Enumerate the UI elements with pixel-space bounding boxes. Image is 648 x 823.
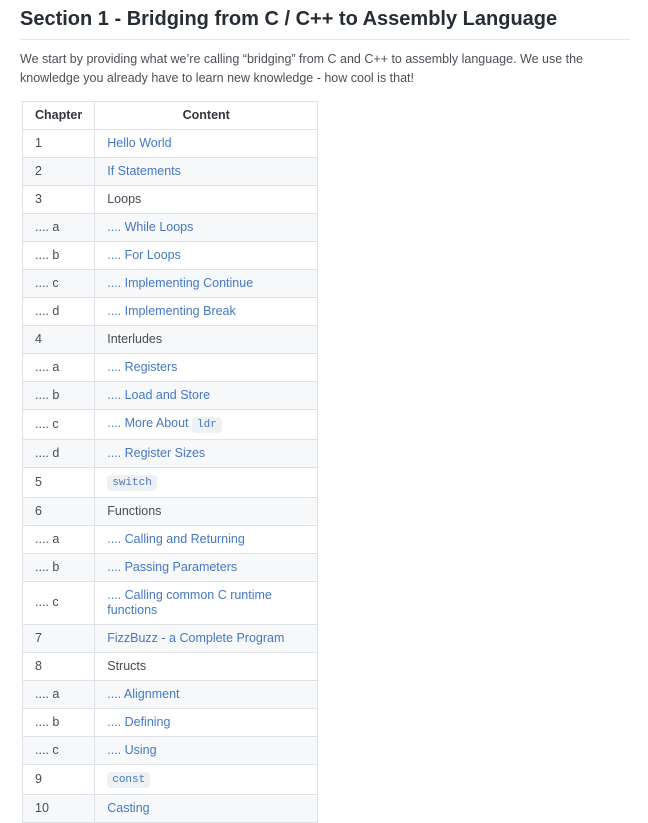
table-row: [23, 525, 318, 553]
content-link[interactable]: [107, 388, 210, 402]
content-cell: [95, 736, 318, 764]
table-row: [23, 381, 318, 409]
content-label: Casting: [107, 800, 150, 815]
content-cell: [95, 409, 318, 439]
chapters-table: [22, 101, 318, 823]
table-row: [23, 409, 318, 439]
chapter-cell: .... c: [23, 581, 95, 624]
content-cell: [95, 213, 318, 241]
table-row: [23, 213, 318, 241]
chapter-cell: .... d: [23, 297, 95, 325]
content-label: .... For Loops: [107, 247, 181, 262]
content-label: Structs: [107, 658, 147, 673]
content-label: .... Register Sizes: [107, 445, 206, 460]
content-link[interactable]: [107, 248, 181, 262]
chapter-cell: .... c: [23, 736, 95, 764]
content-link[interactable]: [107, 631, 284, 645]
chapter-column-header: Chapter: [23, 101, 95, 129]
content-cell: [95, 297, 318, 325]
header-row: [23, 101, 318, 129]
table-row: [23, 736, 318, 764]
inline-code: ldr: [192, 417, 222, 433]
content-label: .... Defining: [107, 714, 171, 729]
content-link[interactable]: [107, 360, 177, 374]
chapter-cell: .... a: [23, 213, 95, 241]
content-link[interactable]: [107, 164, 181, 178]
table-row: [23, 652, 318, 680]
table-row: [23, 553, 318, 581]
chapter-cell: .... c: [23, 409, 95, 439]
content-label: If Statements: [107, 163, 181, 178]
content-label: Hello World: [107, 135, 172, 150]
table-row: [23, 764, 318, 794]
content-label: .... Passing Parameters: [107, 559, 238, 574]
content-cell: [95, 525, 318, 553]
content-cell: [95, 185, 318, 213]
table-row: [23, 708, 318, 736]
chapter-cell: .... a: [23, 353, 95, 381]
content-link[interactable]: [107, 588, 272, 617]
content-cell: [95, 241, 318, 269]
content-label: FizzBuzz - a Complete Program: [107, 630, 285, 645]
chapter-cell: 5: [23, 467, 95, 497]
chapter-cell: 10: [23, 794, 95, 822]
chapter-cell: 8: [23, 652, 95, 680]
content-text: [107, 332, 162, 346]
content-link[interactable]: [107, 771, 150, 785]
content-link[interactable]: [107, 416, 222, 430]
chapter-cell: 7: [23, 624, 95, 652]
inline-code: const: [107, 772, 150, 788]
content-cell: [95, 764, 318, 794]
content-link[interactable]: [107, 743, 156, 757]
content-cell: [95, 680, 318, 708]
chapter-cell: 2: [23, 157, 95, 185]
content-link[interactable]: [107, 560, 237, 574]
content-label: .... Calling and Returning: [107, 531, 245, 546]
table-row: [23, 624, 318, 652]
intro-paragraph: We start by providing what we’re calling “bridging” from C and C++ to assembly language. We use the knowledge you already have to learn new knowledge - how cool is that!: [20, 52, 584, 85]
content-cell: [95, 157, 318, 185]
content-cell: [95, 129, 318, 157]
table-row: [23, 129, 318, 157]
content-label: .... Alignment: [107, 686, 180, 701]
chapter-cell: .... b: [23, 241, 95, 269]
table-row: [23, 325, 318, 353]
table-row: [23, 297, 318, 325]
content-link[interactable]: [107, 801, 149, 815]
content-link[interactable]: [107, 532, 245, 546]
content-label: Interludes: [107, 331, 163, 346]
chapter-cell: 6: [23, 497, 95, 525]
content-cell: [95, 652, 318, 680]
content-link[interactable]: [107, 474, 157, 488]
content-label: .... Registers: [107, 359, 178, 374]
toc-table-body: [23, 129, 318, 822]
inline-code: switch: [107, 475, 157, 491]
chapter-cell: 1: [23, 129, 95, 157]
chapter-cell: .... d: [23, 439, 95, 467]
content-cell: [95, 497, 318, 525]
content-cell: [95, 353, 318, 381]
content-link[interactable]: [107, 446, 205, 460]
content-label: .... Calling common C runtime functions: [107, 587, 272, 617]
content-cell: [95, 581, 318, 624]
chapter-cell: 9: [23, 764, 95, 794]
content-cell: [95, 381, 318, 409]
content-label: .... Implementing Break: [107, 303, 236, 318]
chapter-cell: .... c: [23, 269, 95, 297]
content-link[interactable]: [107, 220, 193, 234]
table-row: [23, 467, 318, 497]
chapter-cell: .... b: [23, 553, 95, 581]
content-label: .... Implementing Continue: [107, 275, 254, 290]
chapter-cell: .... b: [23, 708, 95, 736]
chapter-cell: .... a: [23, 680, 95, 708]
content-link[interactable]: [107, 136, 171, 150]
chapter-cell: .... b: [23, 381, 95, 409]
content-text: [107, 192, 141, 206]
content-label: Loops: [107, 191, 142, 206]
table-row: [23, 439, 318, 467]
content-cell: [95, 708, 318, 736]
content-link[interactable]: [107, 715, 170, 729]
content-cell: [95, 325, 318, 353]
content-cell: [95, 553, 318, 581]
table-row: [23, 497, 318, 525]
content-label: .... Load and Store: [107, 387, 211, 402]
content-cell: [95, 794, 318, 822]
content-link[interactable]: [107, 276, 253, 290]
content-link[interactable]: [107, 687, 179, 701]
table-row: [23, 185, 318, 213]
content-cell: [95, 467, 318, 497]
chapter-cell: .... a: [23, 525, 95, 553]
content-cell: [95, 269, 318, 297]
chapter-cell: 3: [23, 185, 95, 213]
table-row: [23, 269, 318, 297]
content-label: .... Using: [107, 742, 157, 757]
chapter-cell: 4: [23, 325, 95, 353]
table-row: [23, 581, 318, 624]
content-text: [107, 659, 146, 673]
content-text: [107, 504, 161, 518]
content-label: .... While Loops: [107, 219, 194, 234]
table-row: [23, 794, 318, 822]
content-column-header: Content: [95, 101, 318, 129]
content-label: Functions: [107, 503, 162, 518]
table-row: [23, 680, 318, 708]
page-title: Section 1 - Bridging from C / C++ to Assembly Language: [20, 6, 630, 40]
content-cell: [95, 439, 318, 467]
content-link[interactable]: [107, 304, 236, 318]
content-cell: [95, 624, 318, 652]
table-row: [23, 241, 318, 269]
table-row: [23, 353, 318, 381]
chapters-table-head: [23, 101, 318, 129]
content-label: .... More About: [107, 415, 192, 430]
table-row: [23, 157, 318, 185]
